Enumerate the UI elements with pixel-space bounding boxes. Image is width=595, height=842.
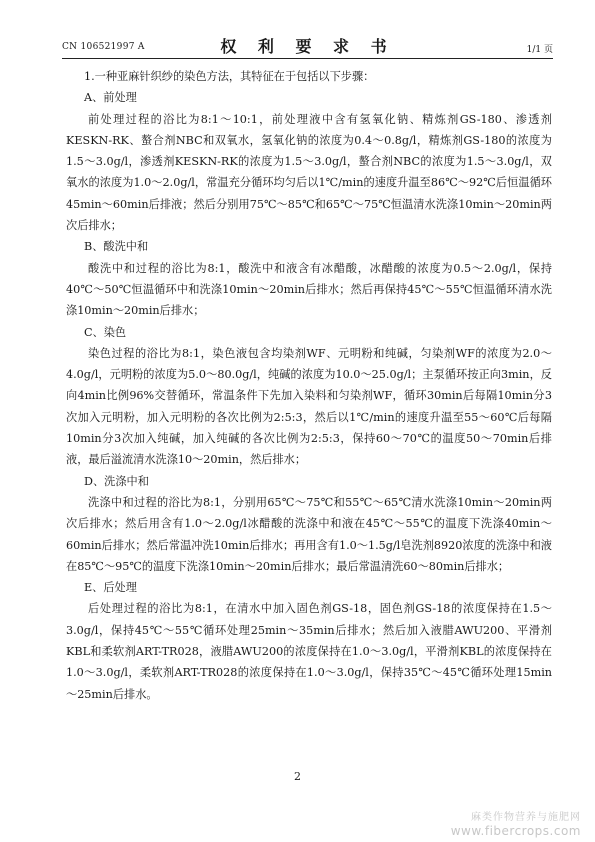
page-indicator: 1/1 页: [526, 45, 553, 55]
claim-heading: D、洗涤中和: [84, 474, 149, 488]
claim-heading: B、酸洗中和: [84, 240, 149, 254]
claim-heading: 1.一种亚麻针织纱的染色方法，其特征在于包括以下步骤：: [84, 70, 375, 83]
watermark-site-name: 麻类作物营养与施肥网: [471, 812, 581, 823]
claim-paragraph: 前处理过程的浴比为8:1～10:1，前处理液中含有氢氧化钠、精炼剂GS-180、渗透剂KESKN-RK、螯合剂NBC和双氧水，氢氧化钠的浓度为0.4～0.8g/l，精炼剂GS-180的浓度为1.5～3.0g/l，渗透剂KESKN-RK的浓度为1.5～3.0g/l，螯合剂NBC的浓度为1.5～3.0g/l，双氧水的浓度为1.0～2.0g/l，常温充分循环均匀后以1℃/min的速度升温至86℃～92℃后恒温循环45min～60min后排液；然后分别用75℃～85℃和65℃～75℃恒温清水洗涤10min～20min两次后排水；: [66, 112, 552, 233]
document-title: 权 利 要 求 书: [220, 37, 395, 56]
page-number: 2: [294, 770, 301, 783]
claim-paragraph: 洗涤中和过程的浴比为8:1，分别用65℃～75℃和55℃～65℃清水洗涤10min～20min两次后排水；然后用含有1.0～2.0g/l冰醋酸的洗涤中和液在45℃～55℃的温度下洗涤40min～60min后排水；然后常温冲洗10min后排水；再用含有1.0～1.5g/l皂洗剂8920浓度的洗涤中和液在85℃～95℃的温度下洗涤10min～20min后排水；最后常温清洗60～80min后排水；: [66, 495, 552, 573]
patent-number: CN 106521997 A: [62, 42, 145, 52]
claim-heading: A、前处理: [84, 91, 137, 105]
page-header: [62, 32, 553, 58]
claim-heading: E、后处理: [84, 581, 137, 595]
claim-paragraph: 后处理过程的浴比为8:1，在清水中加入固色剂GS-18，固色剂GS-18的浓度保持在1.5～3.0g/l，保持45℃～55℃循环处理25min～35min后排水；然后加入液腊AWU200、平滑剂KBL和柔软剂ART-TR028，液腊AWU200的浓度保持在1.0～3.0g/l，平滑剂KBL的浓度保持在1.0～3.0g/l，柔软剂ART-TR028的浓度保持在1.0～3.0g/l，保持35℃～45℃循环处理15min～25min后排水。: [66, 602, 552, 701]
claims-body: [66, 66, 552, 705]
claim-paragraph: 酸洗中和过程的浴比为8:1，酸洗中和液含有冰醋酸，冰醋酸的浓度为0.5～2.0g/l，保持40℃～50℃恒温循环中和洗涤10min～20min后排水；然后再保持45℃～55℃恒温循环清水洗涤10min～20min后排水；: [66, 261, 552, 318]
header-divider: [62, 58, 553, 59]
watermark-url: www.fibercrops.com: [450, 824, 581, 838]
claim-heading: C、染色: [84, 325, 127, 339]
claim-paragraph: 染色过程的浴比为8:1，染色液包含均染剂WF、元明粉和纯碱，匀染剂WF的浓度为2.0～4.0g/l，元明粉的浓度为5.0～80.0g/l，纯碱的浓度为10.0～25.0g/l；主泵循环按正向3min，反向4min比例96%交替循环，常温条件下先加入染料和匀染剂WF，循环30min后每隔10min分3次加入元明粉，加入元明粉的各次比例为2:5:3，然后以1℃/min的速度升温至55～60℃后每隔10min分3次加入纯碱，加入纯碱的各次比例为2:5:3，保持60～70℃的温度50～70min后排液，最后溢流清水洗涤10～20min，然后排水；: [66, 346, 552, 467]
site-watermark: [451, 808, 581, 838]
